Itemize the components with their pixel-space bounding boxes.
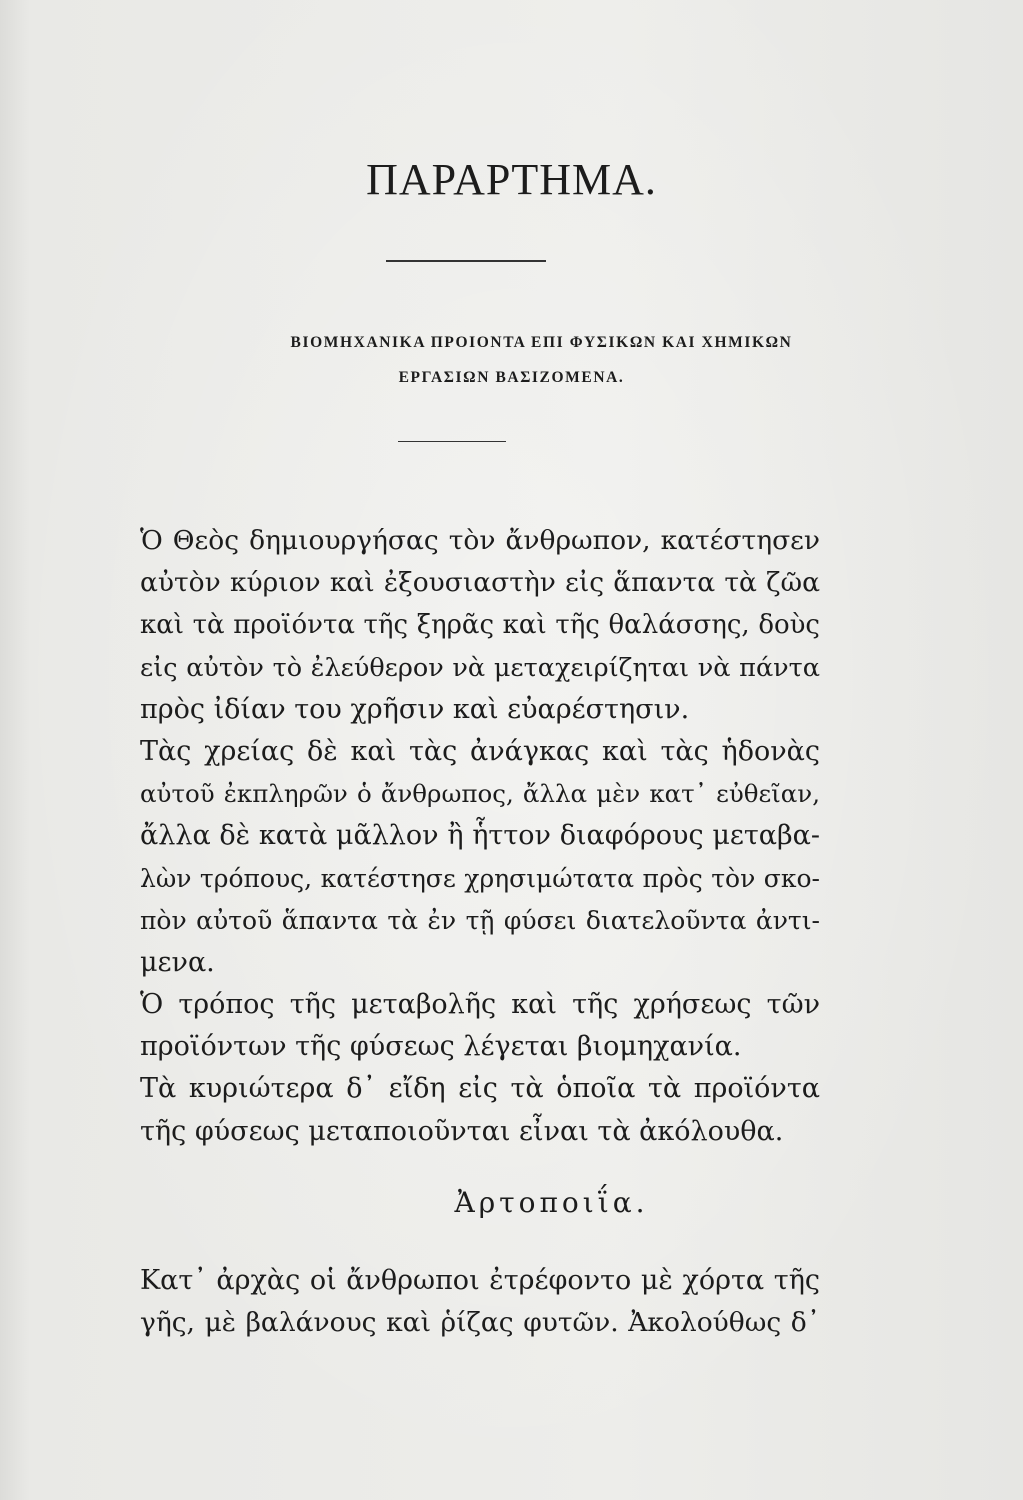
text-line: Τὰς χρείας δὲ καὶ τὰς ἀνάγκας καὶ τὰς ἡδονὰς	[140, 735, 820, 767]
text-line: Ὁ τρόπος τῆς μεταβολῆς καὶ τῆς χρήσεως τῶν	[140, 989, 820, 1021]
text-line: πρὸς ἰδίαν του χρῆσιν καὶ εὐαρέστησιν.	[140, 693, 690, 725]
page-title: ΠΑΡΑΡΤΗΜΑ.	[366, 155, 657, 204]
text-line: λὼν τρόπους, κατέστησε χρησιμώτατα πρὸς τὸν σκο-	[140, 863, 820, 893]
text-line: αὐτοῦ ἐκπληρῶν ὁ ἄνθρωπος, ἄλλα μὲν κατ᾽ εὐθεῖαν,	[140, 779, 820, 809]
text-line: αὐτὸν κύριον καὶ ἐξουσιαστὴν εἰς ἅπαντα τὰ ζῶα	[140, 567, 820, 599]
text-line: προϊόντων τῆς φύσεως λέγεται βιομηχανία.	[140, 1031, 742, 1063]
text-line: γῆς, μὲ βαλάνους καὶ ῥίζας φυτῶν. Ἀκολούθως δ᾽	[140, 1307, 820, 1339]
subtitle-rule	[398, 441, 506, 442]
text-line: ἄλλα δὲ κατὰ μᾶλλον ἢ ἧττον διαφόρους μεταβα-	[140, 820, 820, 852]
intro-paragraphs	[140, 520, 820, 1153]
text-line: τῆς φύσεως μεταποιοῦνται εἶναι τὰ ἀκόλουθα.	[140, 1115, 784, 1147]
text-line: Ὁ Θεὸς δημιουργήσας τὸν ἄνθρωπον, κατέστησεν	[140, 525, 820, 556]
subtitle-line-1: ΒΙΟΜΗΧΑΝΙΚΑ ΠΡΟΙΟΝΤΑ ΕΠΙ ΦΥΣΙΚΩΝ ΚΑΙ ΧΗΜΙΚΩΝ	[290, 334, 793, 351]
text-line: Κατ᾽ ἀρχὰς οἱ ἄνθρωποι ἐτρέφοντο μὲ χόρτα τῆς	[140, 1265, 820, 1296]
text-line: μενα.	[140, 946, 215, 978]
title-rule	[386, 260, 546, 262]
text-line: καὶ τὰ προϊόντα τῆς ξηρᾶς καὶ τῆς θαλάσσης, δοὺς	[140, 610, 820, 641]
text-line: Τὰ κυριώτερα δ᾽ εἴδη εἰς τὰ ὁποῖα τὰ προϊόντα	[140, 1073, 820, 1105]
section-heading: Ἀρτοποιΐα.	[454, 1186, 649, 1219]
section-paragraph	[140, 1260, 820, 1344]
subtitle-line-2: ΕΡΓΑΣΙΩΝ ΒΑΣΙΖΟΜΕΝΑ.	[398, 369, 625, 386]
text-line: εἰς αὐτὸν τὸ ἐλεύθερον νὰ μεταχειρίζηται νὰ πάντα	[140, 652, 820, 683]
text-line: πὸν αὐτοῦ ἅπαντα τὰ ἐν τῇ φύσει διατελοῦντα ἀντι-	[140, 905, 820, 935]
